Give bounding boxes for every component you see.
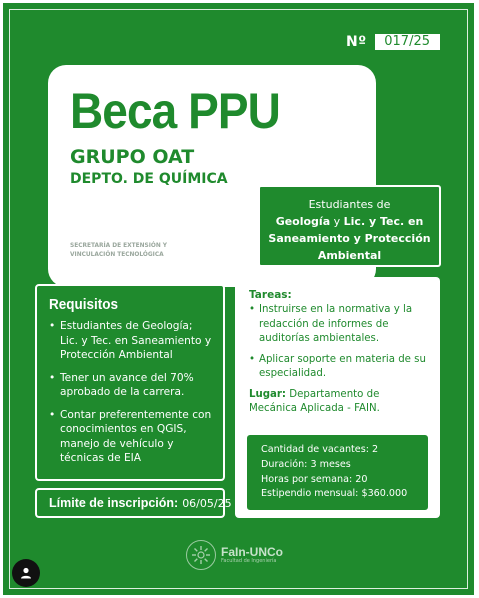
deadline-box xyxy=(35,488,232,518)
stat-vacantes: Cantidad de vacantes: 2 xyxy=(261,444,379,455)
number-value: 017/25 xyxy=(375,34,440,50)
students-line-1: Estudiantes de xyxy=(308,198,391,211)
requisito-item: • Estudiantes de Geología; Lic. y Tec. en Saneamiento y Protección Ambiental xyxy=(49,319,213,363)
deadline-date: 06/05/25 xyxy=(182,496,232,510)
fain-emblem-icon xyxy=(186,540,216,570)
page-title: Beca PPU xyxy=(70,83,280,139)
students-card xyxy=(258,185,441,267)
secretaria-line-1: SECRETARÍA DE EXTENSIÓN Y xyxy=(70,241,168,249)
requisitos-card xyxy=(35,284,225,481)
requisitos-list xyxy=(49,319,213,466)
tareas-list xyxy=(249,303,430,382)
tareas-title: Tareas: xyxy=(249,289,292,301)
stat-horas: Horas por semana: 20 xyxy=(261,473,368,485)
lugar-value: Departamento de Mecánica Aplicada - FAIN. xyxy=(249,388,380,414)
requisitos-title: Requisitos xyxy=(49,296,119,313)
call-number xyxy=(346,33,440,51)
fain-logo-main: FaIn-UNCo xyxy=(221,544,283,559)
lugar-text xyxy=(249,388,430,417)
requisito-item: • Tener un avance del 70% aprobado de la carrera. xyxy=(49,371,213,400)
fain-logo xyxy=(186,540,283,570)
students-line-4: Ambiental xyxy=(317,249,382,262)
tarea-item: • Instruirse en la normativa y la redacción de informes de auditorías ambientales. xyxy=(249,303,430,347)
students-y: y xyxy=(330,215,344,228)
fain-logo-sub: Facultad de Ingeniería xyxy=(221,557,277,564)
stat-duracion: Duración: 3 meses xyxy=(261,458,351,470)
stats-box xyxy=(247,435,428,510)
students-lic: Lic. y Tec. en xyxy=(343,215,424,228)
students-line-2 xyxy=(260,213,439,230)
fain-logo-texts xyxy=(221,546,283,565)
department-name: DEPTO. DE QUÍMICA xyxy=(70,171,228,187)
group-name: GRUPO OAT xyxy=(70,146,195,168)
tarea-item: • Aplicar soporte en materia de su especialidad. xyxy=(249,353,430,382)
deadline-label: Límite de inscripción: xyxy=(49,496,179,510)
number-label: Nº xyxy=(346,34,367,50)
students-geologia: Geología xyxy=(275,215,331,228)
lugar-label: Lugar: xyxy=(249,388,287,400)
secretaria-line-2: VINCULACIÓN TECNOLÓGICA xyxy=(70,250,164,258)
user-icon[interactable] xyxy=(12,559,40,587)
students-line-3: Saneamiento y Protección xyxy=(268,232,431,245)
secretaria-logo-text xyxy=(70,241,180,259)
stat-estipendio: Estipendio mensual: $360.000 xyxy=(261,488,408,500)
requisito-item: • Contar preferentemente con conocimientos en QGIS, manejo de vehículo y técnicas de EIA xyxy=(49,408,213,466)
